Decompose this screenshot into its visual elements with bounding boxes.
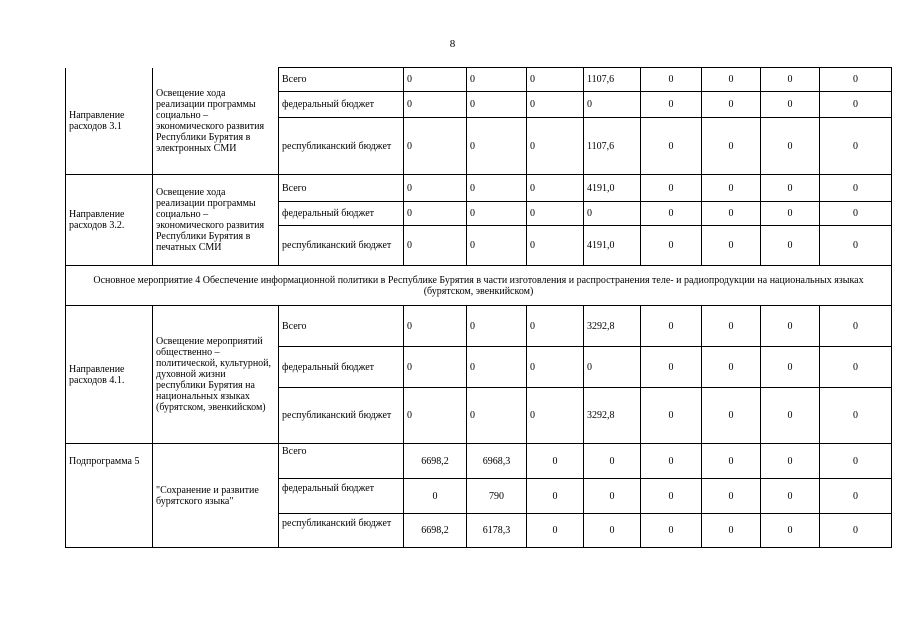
value-cell: 0	[761, 347, 820, 388]
source-cell: федеральный бюджет	[279, 347, 404, 388]
source-cell: федеральный бюджет	[279, 479, 404, 514]
value-cell: 0	[641, 68, 702, 92]
value-cell: 0	[527, 202, 584, 226]
value-cell: 3292,8	[584, 306, 641, 347]
value-cell: 0	[702, 68, 761, 92]
value-cell: 0	[761, 306, 820, 347]
value-cell: 0	[761, 68, 820, 92]
value-cell: 0	[584, 479, 641, 514]
value-cell: 0	[820, 92, 892, 118]
value-cell: 0	[404, 92, 467, 118]
value-cell: 0	[467, 306, 527, 347]
value-cell: 0	[641, 444, 702, 479]
value-cell: 0	[641, 118, 702, 175]
table-row	[66, 68, 892, 92]
page-number: 8	[449, 38, 456, 50]
value-cell: 0	[702, 175, 761, 202]
value-cell: 0	[527, 388, 584, 444]
source-cell: федеральный бюджет	[279, 92, 404, 118]
value-cell: 0	[820, 479, 892, 514]
value-cell: 0	[641, 92, 702, 118]
value-cell: 0	[404, 175, 467, 202]
value-cell: 6178,3	[467, 514, 527, 548]
value-cell: 0	[527, 226, 584, 266]
value-cell: 0	[641, 388, 702, 444]
value-cell: 0	[527, 347, 584, 388]
value-cell: 0	[761, 226, 820, 266]
value-cell: 0	[404, 347, 467, 388]
table-row	[66, 444, 892, 479]
direction-cell: Направление расходов 3.2.	[66, 175, 153, 266]
value-cell: 0	[404, 202, 467, 226]
value-cell: 6698,2	[404, 514, 467, 548]
value-cell: 0	[641, 226, 702, 266]
value-cell: 0	[761, 118, 820, 175]
value-cell: 0	[702, 118, 761, 175]
value-cell: 4191,0	[584, 175, 641, 202]
direction-cell: Подпрограмма 5	[66, 444, 153, 548]
source-cell: республиканский бюджет	[279, 514, 404, 548]
value-cell: 0	[641, 347, 702, 388]
value-cell: 0	[820, 118, 892, 175]
table-row	[66, 306, 892, 347]
value-cell: 0	[820, 444, 892, 479]
source-cell: республиканский бюджет	[279, 118, 404, 175]
description-cell: Освещение хода реализации программы социально – экономического развития Республики Бурятия в электронных СМИ	[153, 68, 279, 175]
value-cell: 0	[761, 514, 820, 548]
value-cell: 0	[404, 306, 467, 347]
value-cell: 0	[820, 226, 892, 266]
value-cell: 0	[527, 479, 584, 514]
table-row	[66, 266, 892, 306]
description-cell: "Сохранение и развитие бурятского языка"	[153, 444, 279, 548]
value-cell: 0	[467, 175, 527, 202]
value-cell: 0	[584, 92, 641, 118]
value-cell: 3292,8	[584, 388, 641, 444]
value-cell: 0	[467, 92, 527, 118]
value-cell: 0	[584, 514, 641, 548]
value-cell: 0	[467, 226, 527, 266]
value-cell: 0	[527, 306, 584, 347]
main-event-heading: Основное мероприятие 4 Обеспечение информационной политики в Республике Бурятия в части изготовления и распространения теле- и радиопродукции на национальных языках (бурятском, эвенкийском)	[66, 266, 892, 306]
value-cell: 0	[527, 92, 584, 118]
value-cell: 0	[820, 347, 892, 388]
value-cell: 0	[527, 118, 584, 175]
value-cell: 1107,6	[584, 68, 641, 92]
source-cell: республиканский бюджет	[279, 226, 404, 266]
value-cell: 0	[527, 444, 584, 479]
value-cell: 0	[761, 175, 820, 202]
value-cell: 0	[761, 444, 820, 479]
source-cell: Всего	[279, 175, 404, 202]
source-cell: федеральный бюджет	[279, 202, 404, 226]
value-cell: 0	[702, 479, 761, 514]
source-cell: Всего	[279, 444, 404, 479]
value-cell: 0	[702, 347, 761, 388]
value-cell: 0	[761, 479, 820, 514]
value-cell: 0	[702, 514, 761, 548]
value-cell: 0	[702, 92, 761, 118]
value-cell: 4191,0	[584, 226, 641, 266]
value-cell: 0	[404, 479, 467, 514]
value-cell: 0	[527, 68, 584, 92]
description-cell: Освещение хода реализации программы социально – экономического развития Республики Бурятия в печатных СМИ	[153, 175, 279, 266]
value-cell: 0	[641, 479, 702, 514]
value-cell: 0	[641, 202, 702, 226]
value-cell: 0	[467, 202, 527, 226]
value-cell: 6698,2	[404, 444, 467, 479]
source-cell: Всего	[279, 306, 404, 347]
value-cell: 0	[404, 118, 467, 175]
description-cell: Освещение мероприятий общественно – политической, культурной, духовной жизни республики Бурятия на национальных языках (бурятском, эвенкийском)	[153, 306, 279, 444]
value-cell: 0	[584, 444, 641, 479]
value-cell: 0	[641, 306, 702, 347]
value-cell: 0	[820, 388, 892, 444]
budget-table	[65, 67, 892, 548]
value-cell: 0	[820, 306, 892, 347]
value-cell: 0	[702, 202, 761, 226]
value-cell: 0	[702, 226, 761, 266]
value-cell: 0	[702, 306, 761, 347]
value-cell: 6968,3	[467, 444, 527, 479]
value-cell: 0	[467, 68, 527, 92]
value-cell: 790	[467, 479, 527, 514]
value-cell: 0	[761, 92, 820, 118]
value-cell: 0	[404, 226, 467, 266]
value-cell: 0	[820, 514, 892, 548]
table-row	[66, 175, 892, 202]
value-cell: 0	[702, 444, 761, 479]
value-cell: 0	[761, 202, 820, 226]
value-cell: 1107,6	[584, 118, 641, 175]
value-cell: 0	[467, 388, 527, 444]
value-cell: 0	[584, 347, 641, 388]
value-cell: 0	[527, 514, 584, 548]
value-cell: 0	[641, 514, 702, 548]
source-cell: республиканский бюджет	[279, 388, 404, 444]
direction-cell: Направление расходов 4.1.	[66, 306, 153, 444]
value-cell: 0	[584, 202, 641, 226]
value-cell: 0	[467, 347, 527, 388]
direction-cell: Направление расходов 3.1	[66, 68, 153, 175]
value-cell: 0	[467, 118, 527, 175]
value-cell: 0	[702, 388, 761, 444]
value-cell: 0	[820, 68, 892, 92]
value-cell: 0	[527, 175, 584, 202]
value-cell: 0	[761, 388, 820, 444]
value-cell: 0	[641, 175, 702, 202]
value-cell: 0	[404, 68, 467, 92]
value-cell: 0	[404, 388, 467, 444]
value-cell: 0	[820, 175, 892, 202]
value-cell: 0	[820, 202, 892, 226]
source-cell: Всего	[279, 68, 404, 92]
